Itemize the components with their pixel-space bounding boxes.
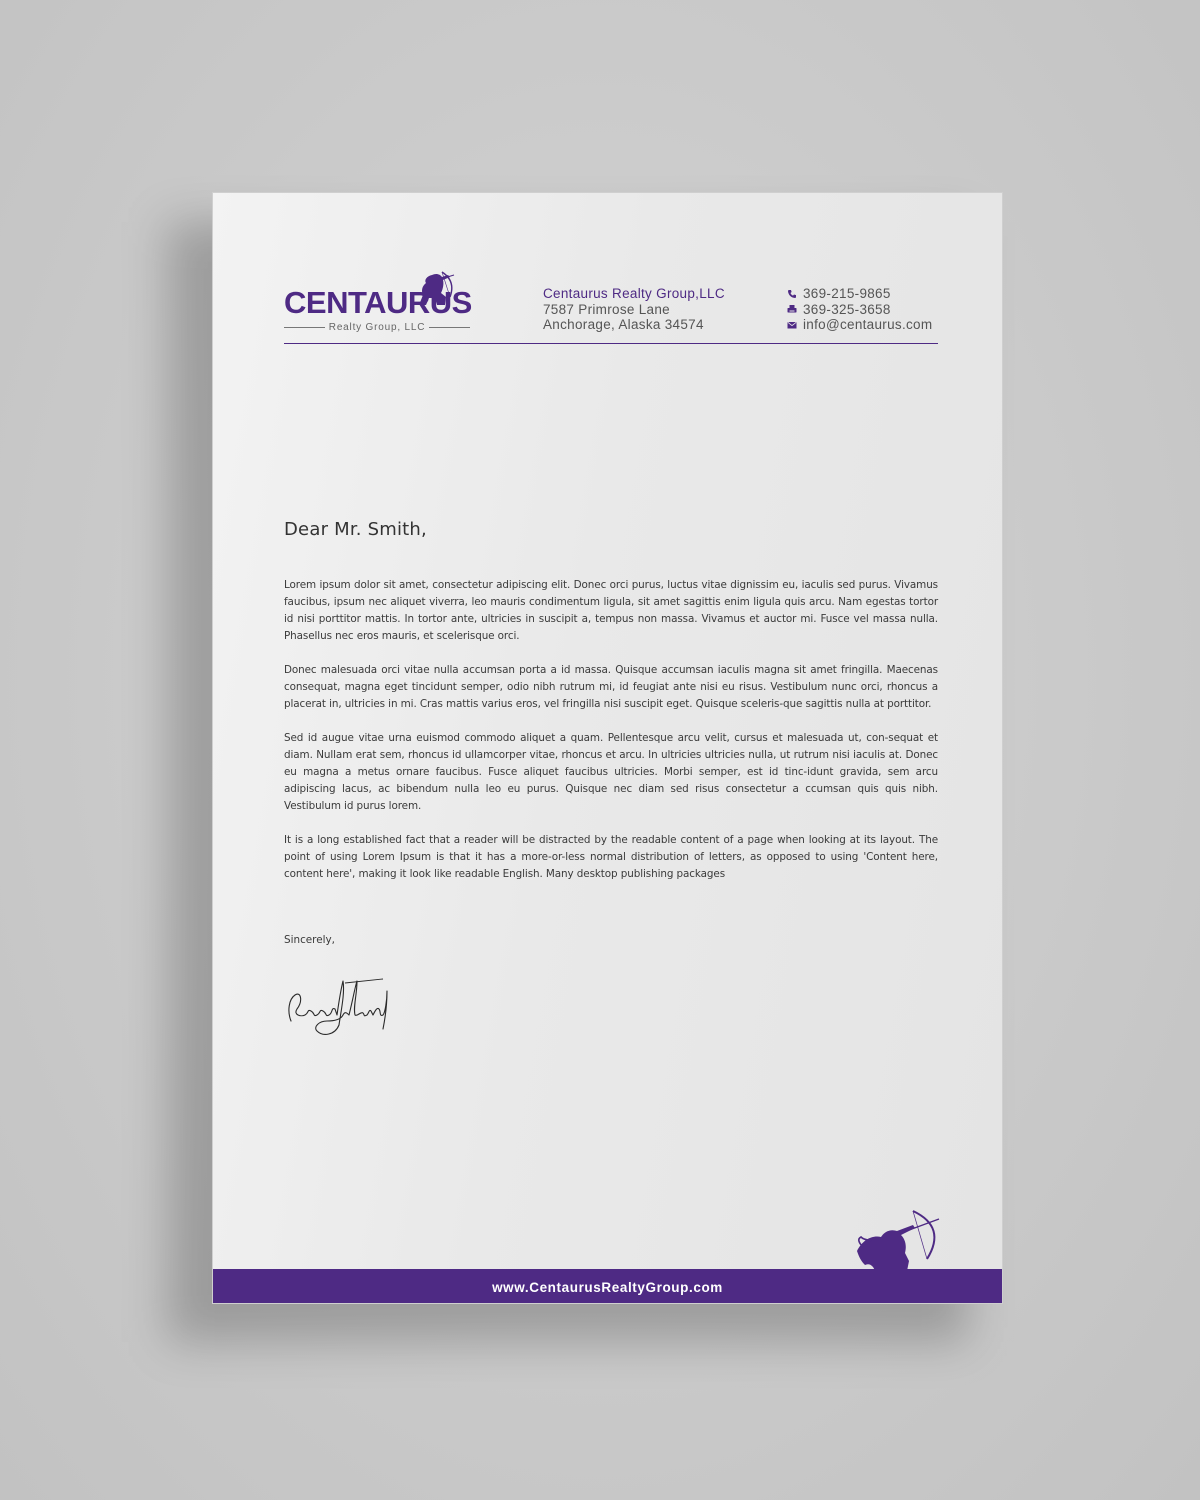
divider bbox=[284, 327, 325, 328]
contact-block bbox=[787, 286, 932, 333]
phone-icon bbox=[787, 289, 797, 299]
body-paragraph: It is a long established fact that a reader will be distracted by the readable content of a page when looking at its layout. The point of using Lorem Ipsum is that it has a more-or-less normal distribution of letters, as opposed to using 'Content here, content here', making it look like readable English. Many desktop publishing packages bbox=[284, 834, 938, 880]
body-paragraph: Donec malesuada orci vitae nulla accumsan porta a id massa. Quisque accumsan iaculis magna sit amet fringilla. Maecenas consequat, magna eget tincidunt semper, odio nibh rutrum mi, id feugiat ante nisi eu risus. Vestibulum nunc orci, rhoncus a placerat in, ultricies in mi. Cras mattis varius eros, vel fringilla nisi suscipit eget. Quisque sceleris-que sagittis nulla at porttitor. bbox=[284, 664, 938, 710]
website-link[interactable]: www.CentaurusRealtyGroup.com bbox=[492, 1279, 723, 1295]
letter-closing: Sincerely, bbox=[284, 934, 335, 946]
logo-subtitle: Realty Group, LLC bbox=[328, 321, 426, 333]
footer-bar bbox=[213, 1269, 1002, 1304]
signature-image bbox=[283, 971, 393, 1041]
fax-number: 369-325-3658 bbox=[803, 301, 891, 317]
fax-icon bbox=[787, 304, 797, 314]
logo-wordmark: CENTAURUS bbox=[284, 285, 472, 320]
phone-number: 369-215-9865 bbox=[803, 286, 891, 301]
letter-greeting: Dear Mr. Smith, bbox=[284, 519, 427, 540]
phone-row bbox=[787, 286, 932, 302]
address-line-1: 7587 Primrose Lane bbox=[543, 301, 670, 317]
header-divider bbox=[284, 343, 938, 344]
fax-row bbox=[787, 302, 932, 318]
archer-icon bbox=[855, 1209, 941, 1271]
email-row bbox=[787, 317, 932, 333]
letter-body bbox=[284, 577, 938, 900]
email-address[interactable]: info@centaurus.com bbox=[803, 317, 933, 332]
letterhead-page bbox=[212, 192, 1003, 1304]
divider bbox=[429, 327, 470, 328]
company-name: Centaurus Realty Group,LLC bbox=[543, 286, 725, 301]
company-logo bbox=[284, 271, 474, 331]
company-address-block bbox=[543, 286, 725, 333]
email-icon bbox=[787, 320, 797, 330]
address-line-2: Anchorage, Alaska 34574 bbox=[543, 317, 704, 332]
body-paragraph: Sed id augue vitae urna euismod commodo aliquet a quam. Pellentesque arcu velit, cursus et malesuada ut, con-sequat et diam. Nullam erat sem, rhoncus id ullamcorper vitae, rhoncus et arcu. In ultricies ultricies nulla, ut rutrum nisi iaculis at. Donec eu magna a metus ornare faucibus. Fusce aliquet faucibus ultricies. Morbi semper, est id tinc-idunt gravida, sem arcu adipiscing lacus, ac bibendum nulla leo eu purus. Quisque nec diam sed risus consectetur a ccumsan quis quis nibh. Vestibulum id purus lorem. bbox=[284, 732, 938, 812]
body-paragraph: Lorem ipsum dolor sit amet, consectetur adipiscing elit. Donec orci purus, luctus vitae dignissim eu, iaculis sed purus. Vivamus faucibus, ipsum nec aliquet viverra, leo mauris condimentum ligula, sit amet sagittis enim ligula quis arcu. Nam egestas tortor id nisi porttitor mattis. In tortor ante, ultricies in suscipit a, tempus non massa. Vivamus et auctor mi. Fusce vel massa nulla. Phasellus nec eros mauris, et scelerisque orci. bbox=[284, 579, 938, 642]
